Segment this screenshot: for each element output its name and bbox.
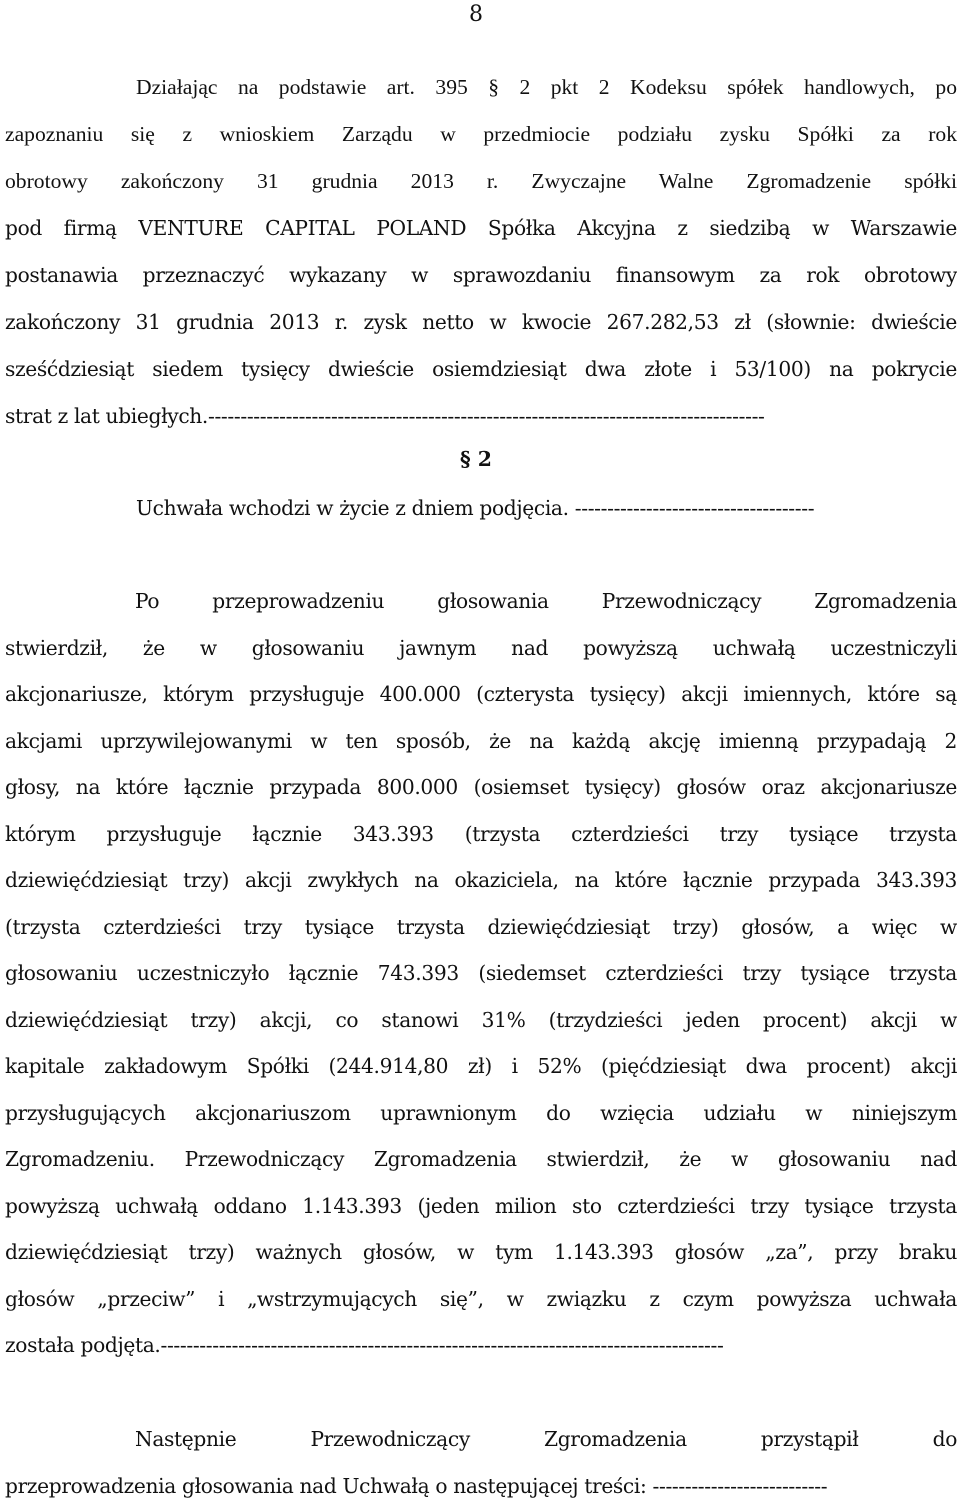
text-line: akcjami uprzywilejowanymi w ten sposób, że na każdą akcję imienną przypadają 2 — [5, 718, 957, 765]
text-line: przeprowadzenia głosowania nad Uchwałą o następującej treści: --------------------------- — [5, 1463, 957, 1509]
text-line: powyższą uchwałą oddano 1.143.393 (jeden milion sto czterdzieści trzy tysiące trzysta — [5, 1183, 957, 1230]
text-line: zapoznaniu się z wnioskiem Zarządu w przedmiocie podziału zysku Spółki za rok — [5, 111, 957, 158]
text-line: Zgromadzeniu. Przewodniczący Zgromadzenia stwierdził, że w głosowaniu nad — [5, 1136, 957, 1183]
text-line: pod firmą VENTURE CAPITAL POLAND Spółka Akcyjna z siedzibą w Warszawie — [5, 205, 957, 252]
entry-into-force-text: Uchwała wchodzi w życie z dniem podjęcia. ------------------------------------- — [136, 488, 948, 528]
text-line: przysługujących akcjonariuszom uprawnionym do wzięcia udziału w niniejszym — [5, 1090, 957, 1137]
text-line: sześćdziesiąt siedem tysięcy dwieście osiemdziesiąt dwa złote i 53/100) na pokrycie — [5, 346, 957, 393]
resolution-paragraph — [5, 64, 957, 440]
text-line: kapitale zakładowym Spółki (244.914,80 zł) i 52% (pięćdziesiąt dwa procent) akcji — [5, 1043, 957, 1090]
section-heading: § 2 — [0, 447, 952, 471]
text-line: akcjonariusze, którym przysługuje 400.000 (czterysta tysięcy) akcji imiennych, które są — [5, 671, 957, 718]
text-line: zakończony 31 grudnia 2013 r. zysk netto w kwocie 267.282,53 zł (słownie: dwieście — [5, 299, 957, 346]
text-line: dziewięćdziesiąt trzy) akcji, co stanowi 31% (trzydzieści jeden procent) akcji w — [5, 997, 957, 1044]
text-line: postanawia przeznaczyć wykazany w sprawozdaniu finansowym za rok obrotowy — [5, 252, 957, 299]
text-line: głosy, na które łącznie przypada 800.000 (osiemset tysięcy) głosów oraz akcjonariusze — [5, 764, 957, 811]
text-line: została podjęta.--------------------------------------------------------------------------------------- — [5, 1322, 957, 1369]
text-line: dziewięćdziesiąt trzy) akcji zwykłych na okaziciela, na które łącznie przypada 343.393 — [5, 857, 957, 904]
text-line: Działając na podstawie art. 395 § 2 pkt 2 Kodeksu spółek handlowych, po — [5, 64, 957, 111]
voting-results-paragraph — [5, 578, 957, 1369]
text-line: strat z lat ubiegłych.-------------------------------------------------------------------------------------- — [5, 393, 957, 440]
text-line: głosowaniu uczestniczyło łącznie 743.393 (siedemset czterdzieści trzy tysiące trzysta — [5, 950, 957, 997]
text-line: obrotowy zakończony 31 grudnia 2013 r. Zwyczajne Walne Zgromadzenie spółki — [5, 158, 957, 205]
text-line: Po przeprowadzeniu głosowania Przewodniczący Zgromadzenia — [5, 578, 957, 625]
page-number: 8 — [0, 2, 952, 28]
text-line: głosów „przeciw” i „wstrzymujących się”, w związku z czym powyższa uchwała — [5, 1276, 957, 1323]
text-line: (trzysta czterdzieści trzy tysiące trzysta dziewięćdziesiąt trzy) głosów, a więc w — [5, 904, 957, 951]
text-line: Następnie Przewodniczący Zgromadzenia przystąpił do — [5, 1416, 957, 1463]
text-line: którym przysługuje łącznie 343.393 (trzysta czterdzieści trzy tysiące trzysta — [5, 811, 957, 858]
text-line: stwierdził, że w głosowaniu jawnym nad powyższą uchwałą uczestniczyli — [5, 625, 957, 672]
next-voting-paragraph — [5, 1416, 957, 1509]
text-line: dziewięćdziesiąt trzy) ważnych głosów, w tym 1.143.393 głosów „za”, przy braku — [5, 1229, 957, 1276]
